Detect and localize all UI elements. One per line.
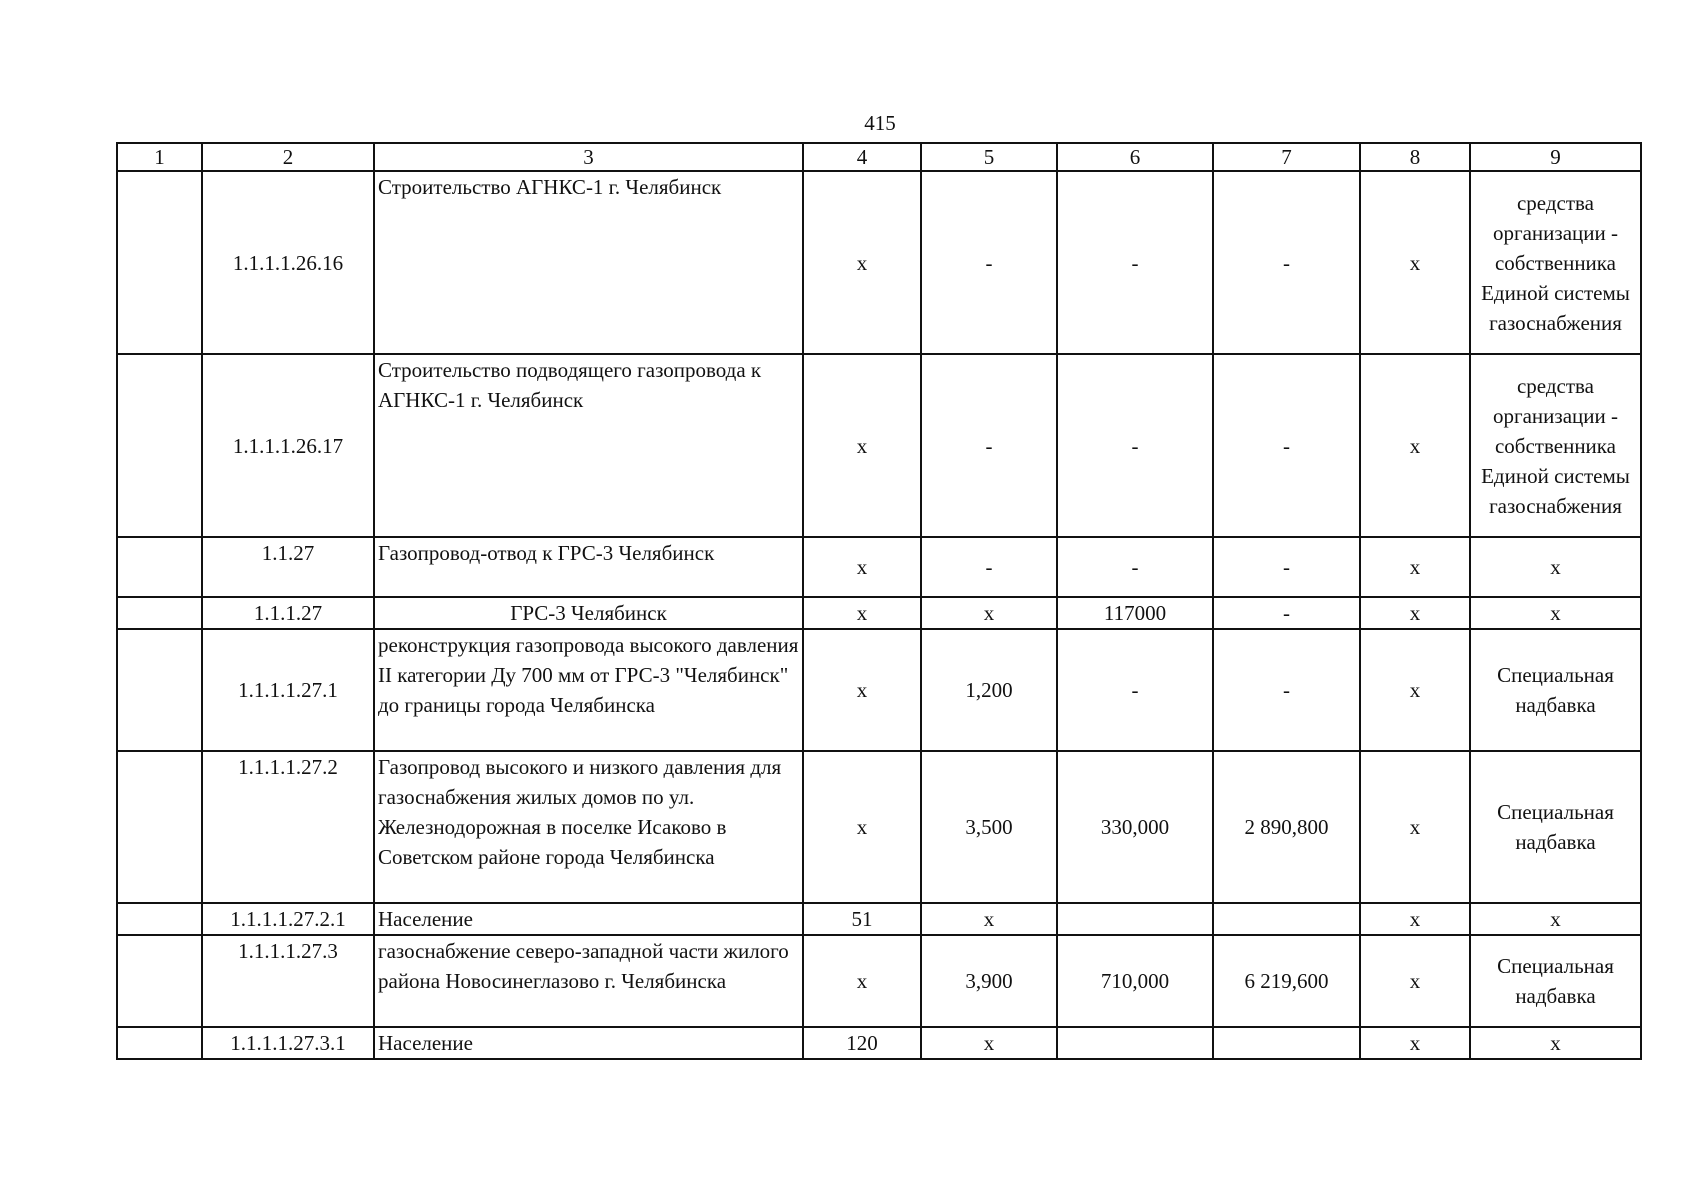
cell-col4: х [803, 597, 921, 629]
cell-col4: х [803, 537, 921, 597]
cell-col7: - [1213, 354, 1360, 537]
table-row [117, 1027, 1641, 1059]
cell-name: Строительство АГНКС-1 г. Челябинск [374, 171, 803, 354]
cell-col4: 120 [803, 1027, 921, 1059]
cell-col6: 710,000 [1057, 935, 1213, 1027]
cell-source: х [1470, 597, 1641, 629]
cell-code: 1.1.27 [202, 537, 374, 597]
cell-col1 [117, 354, 202, 537]
cell-name: газоснабжение северо-западной части жилого района Новосинеглазово г. Челябинска [374, 935, 803, 1027]
cell-col6: - [1057, 354, 1213, 537]
cell-col6: - [1057, 171, 1213, 354]
cell-col5: - [921, 354, 1057, 537]
cell-source: средства организации - собственника Единой системы газоснабжения [1470, 354, 1641, 537]
cell-col5: 3,500 [921, 751, 1057, 903]
cell-col4: х [803, 935, 921, 1027]
cell-col1 [117, 903, 202, 935]
cell-col1 [117, 597, 202, 629]
cell-source: средства организации - собственника Единой системы газоснабжения [1470, 171, 1641, 354]
header-cell-2: 2 [202, 143, 374, 171]
header-cell-3: 3 [374, 143, 803, 171]
cell-col4: х [803, 751, 921, 903]
cell-col8: х [1360, 537, 1470, 597]
cell-code: 1.1.1.1.27.1 [202, 629, 374, 751]
table-row [117, 903, 1641, 935]
header-cell-7: 7 [1213, 143, 1360, 171]
table-row [117, 751, 1641, 903]
cell-name: Население [374, 1027, 803, 1059]
header-cell-9: 9 [1470, 143, 1641, 171]
cell-code: 1.1.1.1.27.3 [202, 935, 374, 1027]
cell-col7: 2 890,800 [1213, 751, 1360, 903]
table-row [117, 597, 1641, 629]
cell-name: Строительство подводящего газопровода к АГНКС-1 г. Челябинск [374, 354, 803, 537]
cell-source: х [1470, 1027, 1641, 1059]
cell-source: х [1470, 903, 1641, 935]
header-cell-5: 5 [921, 143, 1057, 171]
cell-col6: 117000 [1057, 597, 1213, 629]
cell-col1 [117, 171, 202, 354]
cell-code: 1.1.1.1.26.17 [202, 354, 374, 537]
cell-col5: - [921, 537, 1057, 597]
cell-col8: х [1360, 903, 1470, 935]
cell-col6 [1057, 1027, 1213, 1059]
table-row [117, 171, 1641, 354]
cell-col8: х [1360, 751, 1470, 903]
header-cell-1: 1 [117, 143, 202, 171]
table-row [117, 537, 1641, 597]
cell-code: 1.1.1.1.27.2.1 [202, 903, 374, 935]
cell-name: реконструкция газопровода высокого давления II категории Ду 700 мм от ГРС-3 "Челябинск" до границы города Челябинска [374, 629, 803, 751]
cell-col1 [117, 1027, 202, 1059]
cell-name: Газопровод-отвод к ГРС-3 Челябинск [374, 537, 803, 597]
page-number: 415 [864, 111, 896, 135]
cell-col6 [1057, 903, 1213, 935]
cell-name: Население [374, 903, 803, 935]
cell-code: 1.1.1.27 [202, 597, 374, 629]
cell-col8: х [1360, 629, 1470, 751]
cell-code: 1.1.1.1.27.2 [202, 751, 374, 903]
table-row [117, 629, 1641, 751]
cell-col5: - [921, 171, 1057, 354]
cell-source: Специальная надбавка [1470, 751, 1641, 903]
header-cell-4: 4 [803, 143, 921, 171]
table-row [117, 354, 1641, 537]
cell-col7: - [1213, 537, 1360, 597]
cell-col5: х [921, 1027, 1057, 1059]
cell-col7: - [1213, 629, 1360, 751]
cell-col5: 1,200 [921, 629, 1057, 751]
cell-name: Газопровод высокого и низкого давления для газоснабжения жилых домов по ул. Железнодорожная в поселке Исаково в Советском районе города Челябинска [374, 751, 803, 903]
cell-col8: х [1360, 171, 1470, 354]
cell-col8: х [1360, 1027, 1470, 1059]
cell-col6: - [1057, 629, 1213, 751]
data-table [116, 142, 1642, 1060]
cell-col7 [1213, 1027, 1360, 1059]
header-cell-6: 6 [1057, 143, 1213, 171]
cell-col1 [117, 751, 202, 903]
cell-col8: х [1360, 935, 1470, 1027]
cell-col5: 3,900 [921, 935, 1057, 1027]
cell-col4: 51 [803, 903, 921, 935]
cell-col5: х [921, 903, 1057, 935]
cell-code: 1.1.1.1.27.3.1 [202, 1027, 374, 1059]
cell-col4: х [803, 171, 921, 354]
table-row [117, 935, 1641, 1027]
cell-code: 1.1.1.1.26.16 [202, 171, 374, 354]
cell-col7: - [1213, 171, 1360, 354]
cell-col1 [117, 935, 202, 1027]
cell-col4: х [803, 354, 921, 537]
header-row [117, 143, 1641, 171]
cell-col6: - [1057, 537, 1213, 597]
cell-col7: - [1213, 597, 1360, 629]
cell-col8: х [1360, 597, 1470, 629]
cell-col8: х [1360, 354, 1470, 537]
cell-source: х [1470, 537, 1641, 597]
header-cell-8: 8 [1360, 143, 1470, 171]
cell-col1 [117, 629, 202, 751]
cell-name: ГРС-3 Челябинск [374, 597, 803, 629]
cell-col7 [1213, 903, 1360, 935]
cell-source: Специальная надбавка [1470, 629, 1641, 751]
cell-col1 [117, 537, 202, 597]
cell-col7: 6 219,600 [1213, 935, 1360, 1027]
cell-source: Специальная надбавка [1470, 935, 1641, 1027]
cell-col5: х [921, 597, 1057, 629]
cell-col4: х [803, 629, 921, 751]
cell-col6: 330,000 [1057, 751, 1213, 903]
